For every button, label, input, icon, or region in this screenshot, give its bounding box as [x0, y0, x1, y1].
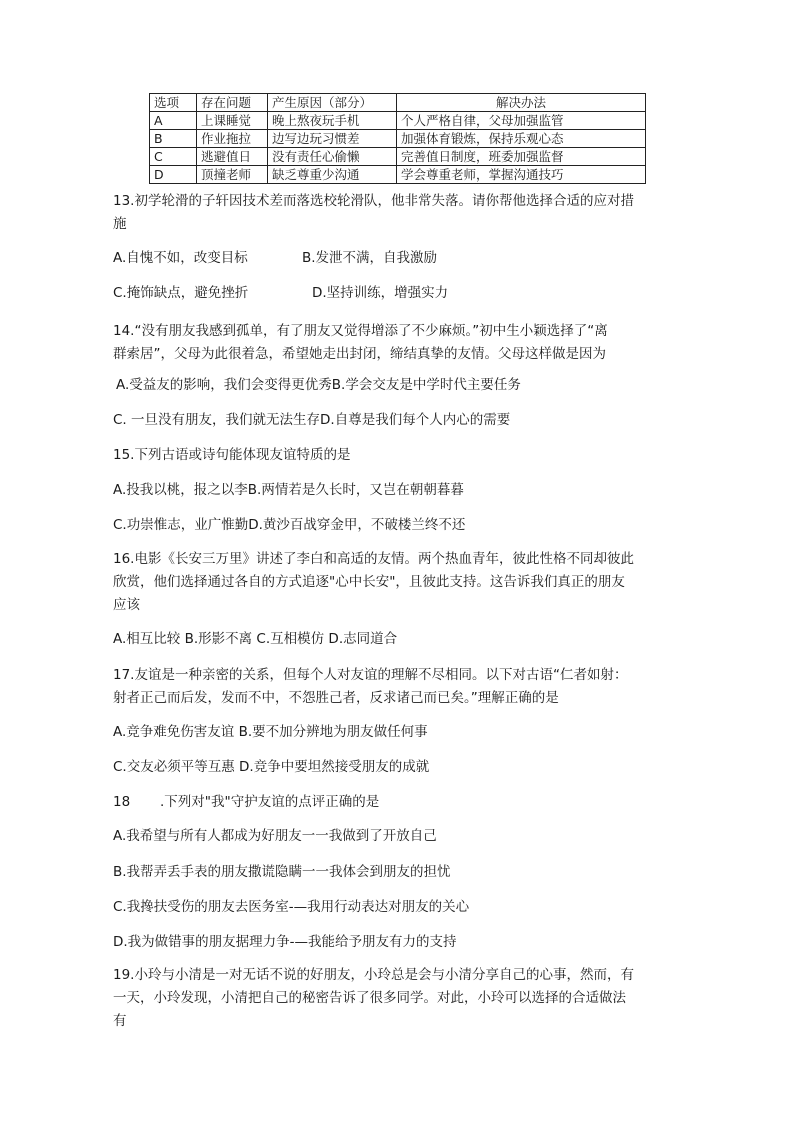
- table-cell: 逃避值日: [197, 148, 268, 166]
- table-cell: 顶撞老师: [197, 166, 268, 184]
- table-cell: 上课睡觉: [197, 112, 268, 130]
- question-17-options-cd: C.交友必须平等互惠 D.竞争中要坦然接受朋友的成就: [113, 759, 430, 775]
- question-14-stem: [113, 320, 694, 366]
- table-cell: 学会尊重老师，掌握沟通技巧: [397, 166, 646, 184]
- question-14-options-cd: C. 一旦没有朋友，我们就无法生存D.自尊是我们每个人内心的需要: [113, 412, 511, 428]
- question-18-number: 18: [113, 794, 131, 810]
- table-cell: C: [150, 148, 197, 166]
- table-row: [150, 112, 646, 130]
- question-15-options-ab: A.投我以桃，报之以李B.两情若是久长时，又岂在朝朝暮暮: [113, 482, 464, 498]
- question-13-stem: [113, 190, 694, 236]
- question-14-stem-line2: 群索居”，父母为此很着急，希望她走出封闭，缔结真挚的友情。父母这样做是因为: [113, 346, 606, 362]
- table-row: [150, 130, 646, 148]
- question-16-stem-line1: 16.电影《长安三万里》讲述了李白和高适的友情。两个热血青年，彼此性格不同却彼此: [113, 551, 634, 567]
- question-19-stem-line2: 一天，小玲发现，小清把自己的秘密告诉了很多同学。对此，小玲可以选择的合适做法: [113, 990, 626, 1006]
- question-17-stem-line2: 射者正己而后发，发而不中，不怨胜己者，反求诸己而已矣。”理解正确的是: [113, 690, 559, 706]
- question-19-stem: [113, 964, 694, 1033]
- table-row: [150, 166, 646, 184]
- table-cell: 缺乏尊重少沟通: [268, 166, 397, 184]
- question-18-stem: .下列对"我"守护友谊的点评正确的是: [160, 794, 380, 810]
- table-header-cell: 存在问题: [197, 94, 268, 112]
- table-row: [150, 148, 646, 166]
- table-cell: 作业拖拉: [197, 130, 268, 148]
- question-16-stem-line3: 应该: [113, 597, 140, 613]
- question-16-options: A.相互比较 B.形影不离 C.互相模仿 D.志同道合: [113, 631, 398, 647]
- question-15-stem: 15.下列古语或诗句能体现友谊特质的是: [113, 447, 351, 463]
- table-cell: A: [150, 112, 197, 130]
- table-cell: 晚上熬夜玩手机: [268, 112, 397, 130]
- table-cell: 加强体育锻炼，保持乐观心态: [397, 130, 646, 148]
- question-17-options-ab: A.竞争难免伤害友谊 B.要不加分辨地为朋友做任何事: [113, 724, 428, 740]
- table-header-row: [150, 94, 646, 112]
- table-header-cell: 产生原因（部分）: [268, 94, 397, 112]
- question-16-stem-line2: 欣赏，他们选择通过各自的方式追逐"心中长安"，且彼此支持。这告诉我们真正的朋友: [113, 574, 625, 590]
- problem-table: [149, 93, 646, 184]
- table-cell: 没有责任心偷懒: [268, 148, 397, 166]
- question-13-stem-line1: 13.初学轮滑的子轩因技术差而落选校轮滑队，他非常失落。请你帮他选择合适的应对措: [113, 193, 634, 209]
- table-cell: D: [150, 166, 197, 184]
- table-cell: B: [150, 130, 197, 148]
- question-14-options-ab: A.受益友的影响，我们会变得更优秀B.学会交友是中学时代主要任务: [116, 377, 521, 393]
- question-13-option-c: C.掩饰缺点，避免挫折: [113, 285, 249, 301]
- question-17-stem: [113, 664, 694, 710]
- question-13-option-a: A.自愧不如，改变目标: [113, 250, 248, 266]
- question-18-option-c: C.我搀扶受伤的朋友去医务室-—我用行动表达对朋友的关心: [113, 899, 470, 915]
- question-18-option-a: A.我希望与所有人都成为好朋友一一我做到了开放自己: [113, 828, 437, 844]
- question-19-stem-line3: 有: [113, 1013, 127, 1029]
- question-13-stem-line2: 施: [113, 216, 127, 232]
- question-18-option-b: B.我帮弄丢手表的朋友撒谎隐瞒一一我体会到朋友的担忧: [113, 864, 451, 880]
- question-17-stem-line1: 17.友谊是一种亲密的关系，但每个人对友谊的理解不尽相同。以下对古语“仁者如射：: [113, 667, 628, 683]
- question-19-stem-line1: 19.小玲与小清是一对无话不说的好朋友，小玲总是会与小清分享自己的心事，然而，有: [113, 967, 634, 983]
- table-cell: 边写边玩习惯差: [268, 130, 397, 148]
- question-16-stem: [113, 548, 694, 617]
- question-18-option-d: D.我为做错事的朋友据理力争-—我能给予朋友有力的支持: [113, 934, 457, 950]
- table-cell: 个人严格自律，父母加强监管: [397, 112, 646, 130]
- question-15-options-cd: C.功崇惟志，业广惟勤D.黄沙百战穿金甲，不破楼兰终不还: [113, 517, 466, 533]
- question-14-stem-line1: 14.“没有朋友我感到孤单，有了朋友又觉得增添了不少麻烦。”初中生小颖选择了“离: [113, 323, 608, 339]
- question-13-option-b: B.发泄不满，自我激励: [302, 250, 438, 266]
- table-header-cell: 解决办法: [397, 94, 646, 112]
- table-cell: 完善值日制度，班委加强监督: [397, 148, 646, 166]
- table-header-cell: 选项: [150, 94, 197, 112]
- question-13-option-d: D.坚持训练，增强实力: [312, 285, 449, 301]
